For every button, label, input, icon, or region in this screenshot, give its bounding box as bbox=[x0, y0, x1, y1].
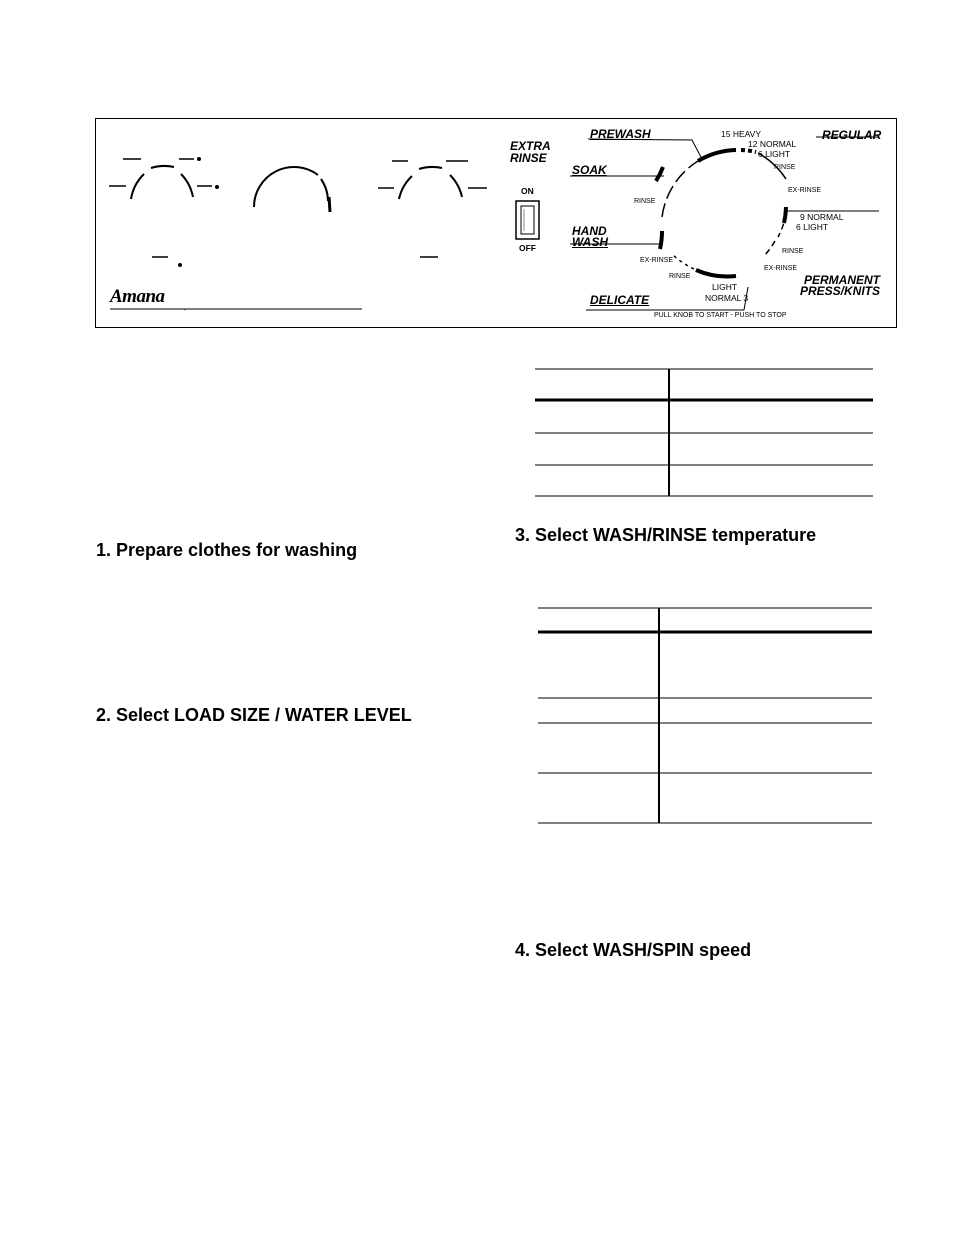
extra-rinse-off: OFF bbox=[519, 243, 536, 253]
mark-rinse-3: RINSE bbox=[669, 273, 691, 280]
start-stop-instruction: PULL KNOB TO START - PUSH TO STOP bbox=[654, 312, 787, 319]
mark-light-3: LIGHT bbox=[712, 282, 738, 292]
speed-table bbox=[538, 607, 874, 827]
cycle-regular[interactable]: REGULAR bbox=[822, 128, 882, 142]
cycle-delicate[interactable]: DELICATE bbox=[590, 293, 650, 307]
mark-ex-rinse-1: EX-RINSE bbox=[788, 187, 822, 194]
extra-rinse-title-2: RINSE bbox=[510, 151, 547, 165]
load-size-dial[interactable] bbox=[109, 159, 212, 257]
mark-6-light-a: 6 LIGHT bbox=[758, 149, 791, 159]
mark-rinse-4: RINSE bbox=[634, 198, 656, 205]
step-1-heading: 1. Prepare clothes for washing bbox=[96, 540, 358, 560]
cycle-soak[interactable]: SOAK bbox=[572, 163, 607, 177]
speed-dial[interactable] bbox=[378, 161, 487, 257]
step-2-prefix: 2. Select bbox=[96, 705, 175, 725]
cycle-hand-wash-2[interactable]: WASH bbox=[572, 235, 608, 249]
mark-rinse-1: RINSE bbox=[774, 164, 796, 171]
brand-logo: Amana bbox=[110, 286, 165, 307]
control-panel bbox=[95, 118, 897, 328]
mark-normal-3: NORMAL 3 bbox=[705, 293, 749, 303]
cycle-dial[interactable] bbox=[656, 150, 786, 277]
mark-9-normal: 9 NORMAL bbox=[800, 212, 844, 222]
mark-6-light-b: 6 LIGHT bbox=[796, 222, 829, 232]
temperature-dial[interactable] bbox=[254, 167, 330, 212]
temperature-table-lines bbox=[535, 368, 875, 500]
indicator-dot bbox=[215, 185, 219, 189]
mark-ex-rinse-3: EX-RINSE bbox=[640, 257, 674, 264]
speed-table-lines bbox=[538, 607, 874, 827]
temperature-table bbox=[535, 368, 875, 500]
step-2-bold: LOAD SIZE / WATER LEVEL bbox=[174, 705, 412, 725]
cycle-permanent-press-2[interactable]: PRESS/KNITS bbox=[800, 284, 881, 298]
indicator-dot bbox=[178, 263, 182, 267]
step-4-heading: 4. Select WASH/SPIN speed bbox=[515, 940, 752, 960]
mark-15-heavy: 15 HEAVY bbox=[721, 129, 762, 139]
step-2-heading bbox=[96, 706, 412, 724]
step-3-heading: 3. Select WASH/RINSE temperature bbox=[515, 525, 817, 545]
extra-rinse-on: ON bbox=[521, 186, 534, 196]
cycle-hand-wash-1[interactable]: HAND bbox=[572, 224, 607, 238]
indicator-dot bbox=[197, 157, 201, 161]
extra-rinse-title-1: EXTRA bbox=[510, 139, 551, 153]
extra-rinse-switch[interactable] bbox=[516, 201, 539, 239]
mark-12-normal: 12 NORMAL bbox=[748, 139, 797, 149]
cycle-prewash[interactable]: PREWASH bbox=[590, 127, 651, 141]
mark-ex-rinse-2: EX-RINSE bbox=[764, 265, 798, 272]
cycle-permanent-press-1[interactable]: PERMANENT bbox=[804, 273, 881, 287]
mark-rinse-2: RINSE bbox=[782, 248, 804, 255]
small-mark: , bbox=[184, 305, 186, 312]
